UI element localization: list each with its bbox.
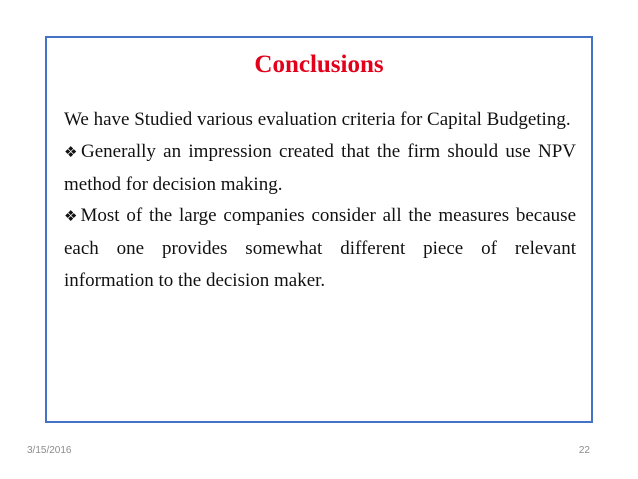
bullet-item <box>64 136 576 201</box>
bullet-item <box>64 200 576 296</box>
diamond-bullet-icon: ❖ <box>64 207 80 226</box>
intro-paragraph: We have Studied various evaluation criteria for Capital Budgeting. <box>64 109 571 130</box>
bullet-text: Most of the large companies consider all the measures because each one provides somewhat different piece of relevant information to the decision maker. <box>64 205 577 291</box>
diamond-bullet-icon: ❖ <box>64 142 80 161</box>
slide-body <box>64 104 576 297</box>
slide-title: Conclusions <box>254 51 384 78</box>
footer-date: 3/15/2016 <box>27 445 72 456</box>
page-number: 22 <box>578 445 590 456</box>
bullet-text: Generally an impression created that the firm should use NPV method for decision making. <box>64 140 576 195</box>
